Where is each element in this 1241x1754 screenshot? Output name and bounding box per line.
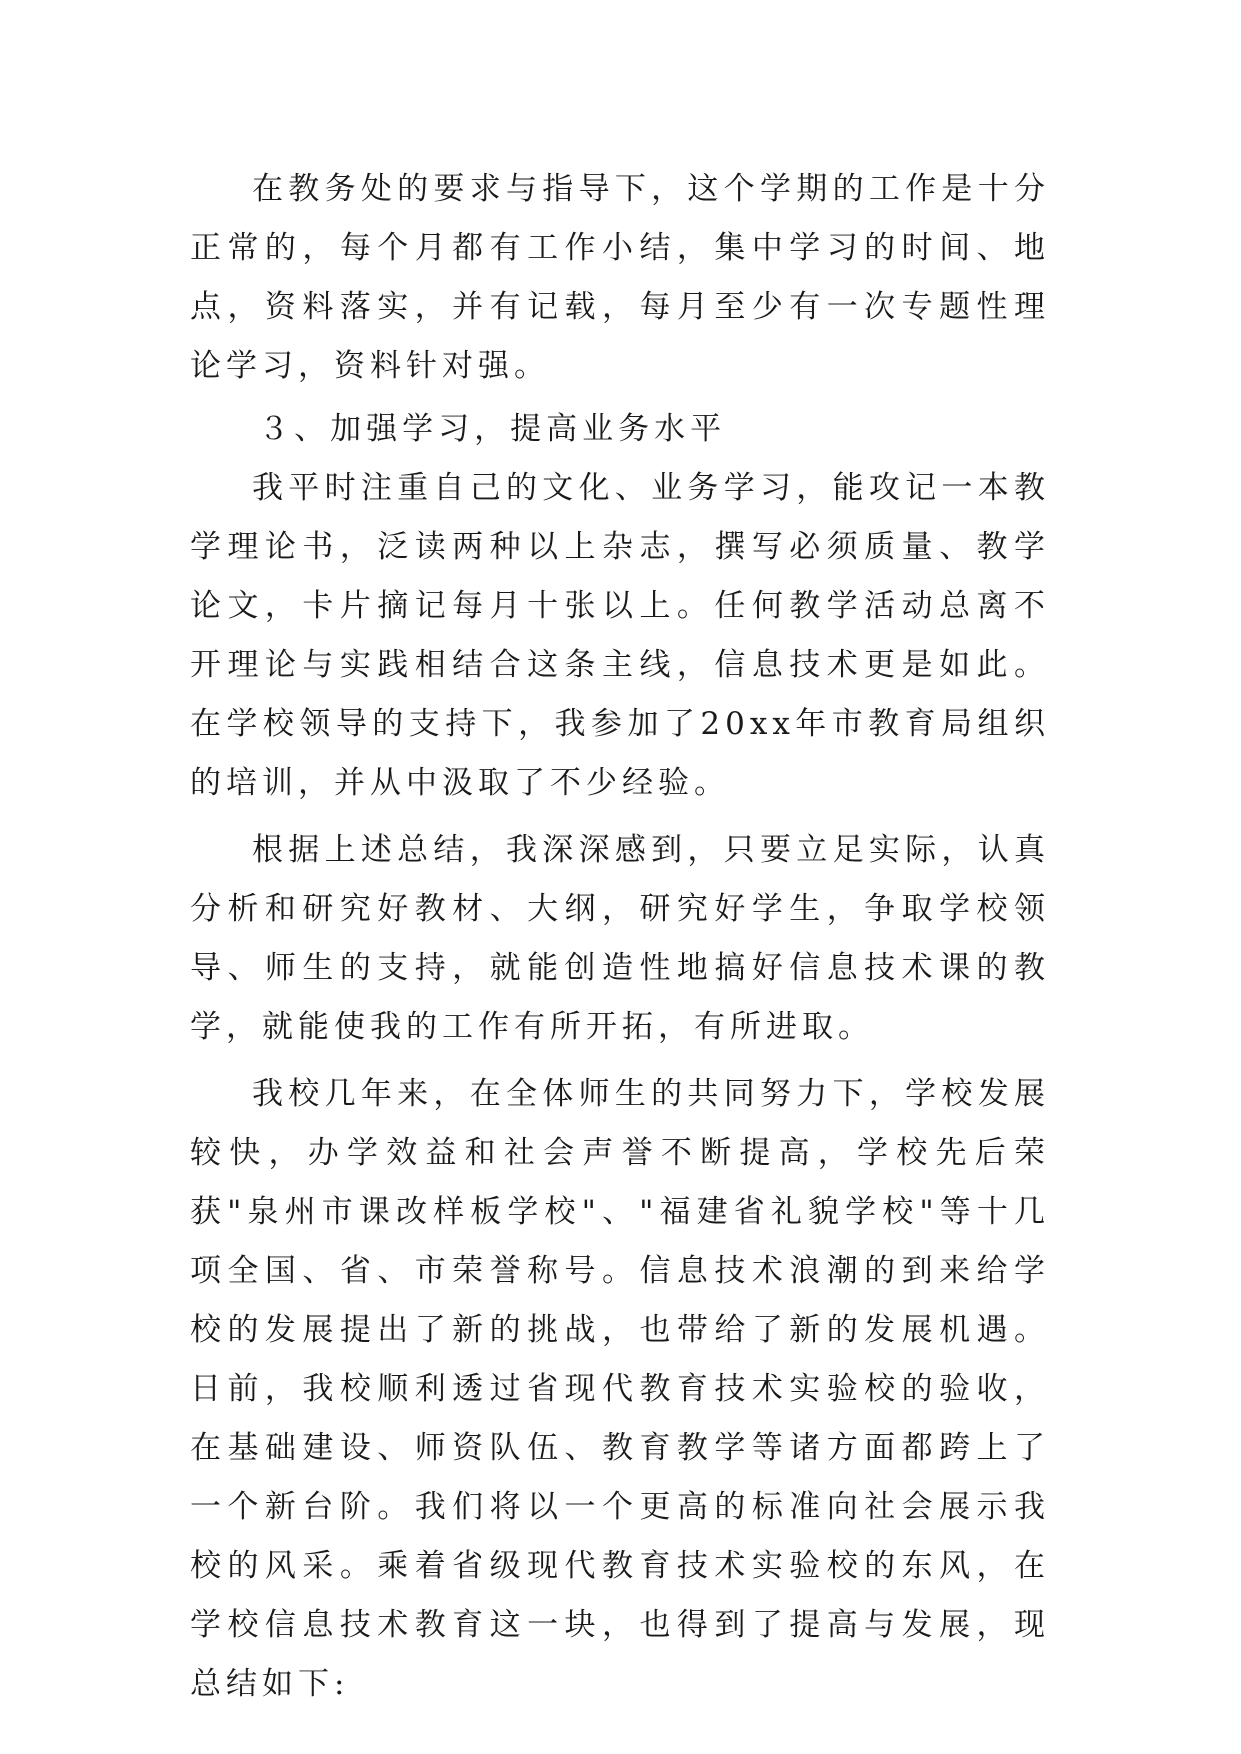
document-body [190,160,1050,1714]
paragraph-school-development: 我校几年来，在全体师生的共同努力下，学校发展较快，办学效益和社会声誉不断提高，学校先后荣获"泉州市课改样板学校"、"福建省礼貌学校"等十几项全国、省、市荣誉称号。信息技术浪潮的到来给学校的发展提出了新的挑战，也带给了新的发展机遇。日前，我校顺利透过省现代教育技术实验校的验收，在基础建设、师资队伍、教育教学等诸方面都跨上了一个新台阶。我们将以一个更高的标准向社会展示我校的风采。乘着省级现代教育技术实验校的东风，在学校信息技术教育这一块，也得到了提高与发展，现总结如下: [190,1076,1050,1702]
paragraph-summary: 根据上述总结，我深深感到，只要立足实际，认真分析和研究好教材、大纲，研究好学生，争取学校领导、师生的支持，就能创造性地搞好信息技术课的教学，就能使我的工作有所开拓，有所进取。 [190,832,1050,1045]
section-heading-study: ３、加强学习，提高业务水平 [258,411,727,447]
paragraph-personal-study: 我平时注重自己的文化、业务学习，能攻记一本教学理论书，泛读两种以上杂志，撰写必须质量、教学论文，卡片摘记每月十张以上。任何教学活动总离不开理论与实践相结合这条主线，信息技术更是如此。在学校领导的支持下，我参加了20xx年市教育局组织的培训，并从中汲取了不少经验。 [190,470,1050,801]
paragraph-teaching-office: 在教务处的要求与指导下，这个学期的工作是十分正常的，每个月都有工作小结，集中学习的时间、地点，资料落实，并有记载，每月至少有一次专题性理论学习，资料针对强。 [190,171,1050,384]
